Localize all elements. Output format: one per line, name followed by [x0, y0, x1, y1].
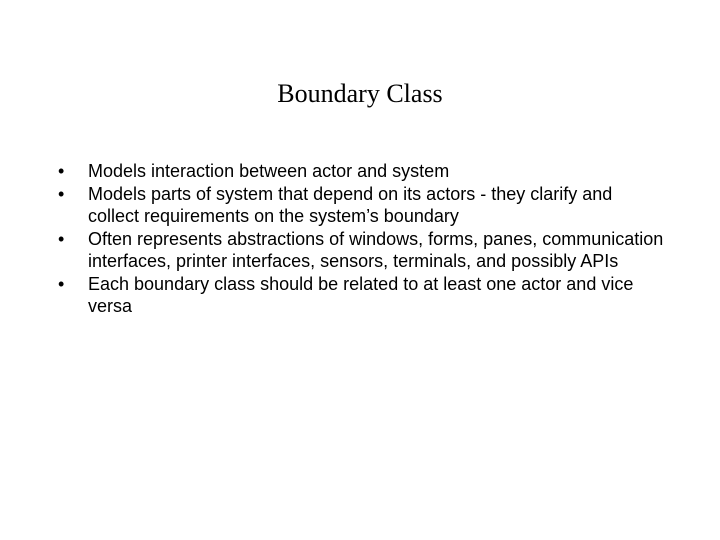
- bullet-list: [58, 160, 668, 318]
- bullet-icon: •: [58, 228, 65, 249]
- bullet-item: [58, 273, 668, 318]
- bullet-icon: •: [58, 161, 65, 181]
- bullet-icon: •: [58, 183, 65, 204]
- bullet-item: [58, 183, 668, 228]
- slide-title: Boundary Class: [277, 79, 443, 108]
- bullet-text: Often represents abstractions of windows, forms, panes, communication interfaces, printer interfaces, sensors, terminals, and possibly APIs: [88, 228, 664, 271]
- bullet-text: Models interaction between actor and system: [88, 161, 450, 181]
- bullet-text: Models parts of system that depend on its actors - they clarify and collect requirements on the system’s boundary: [88, 183, 613, 226]
- bullet-item: [58, 228, 668, 273]
- bullet-text: Each boundary class should be related to at least one actor and vice versa: [88, 273, 634, 316]
- bullet-icon: •: [58, 273, 65, 294]
- bullet-item: [58, 160, 668, 183]
